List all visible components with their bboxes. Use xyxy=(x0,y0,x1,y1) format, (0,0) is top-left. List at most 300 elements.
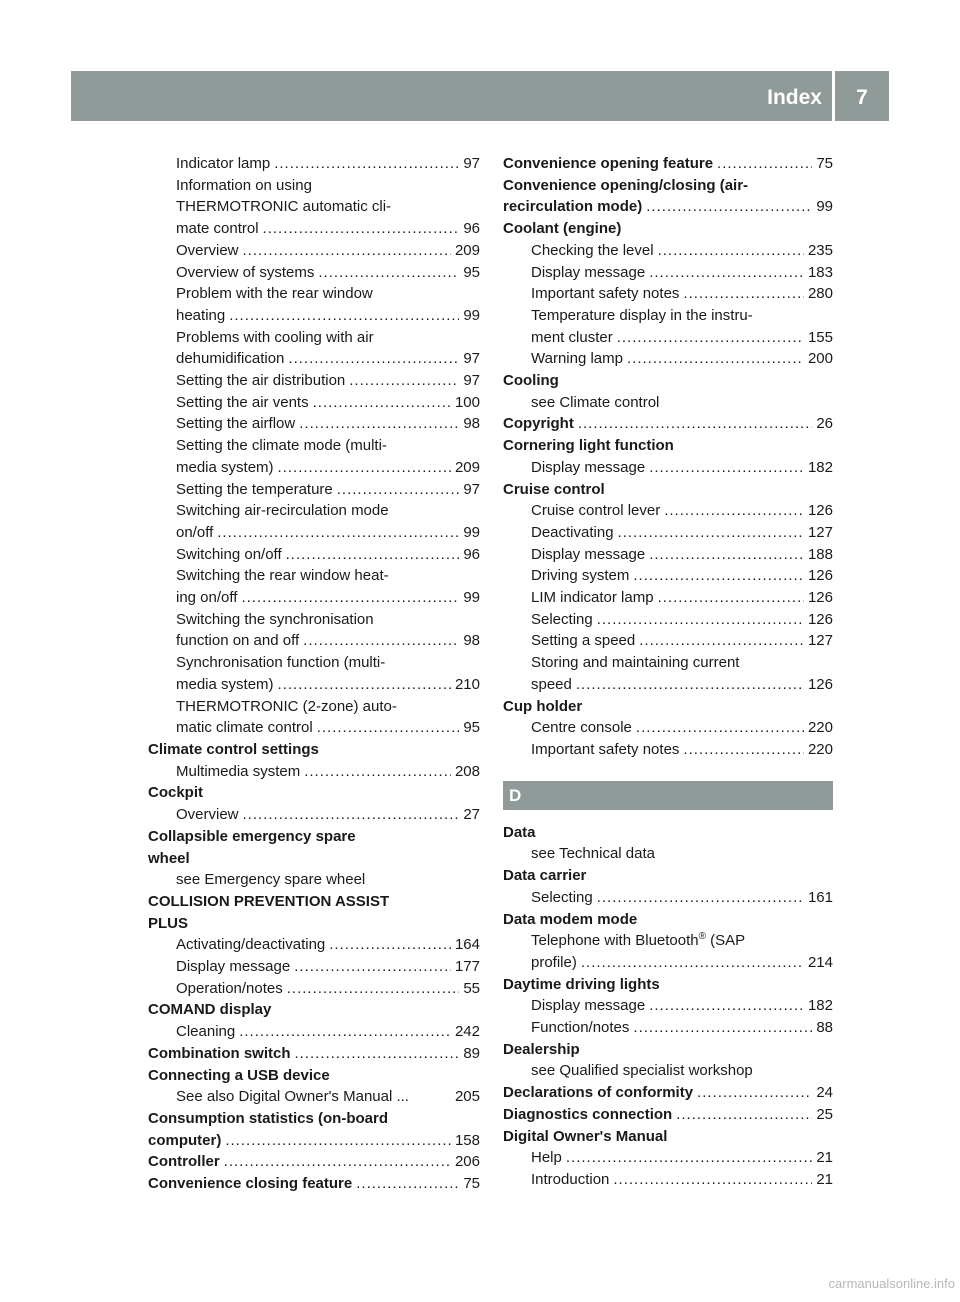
leader-dots xyxy=(288,348,459,370)
entry-text: Selecting xyxy=(531,888,593,906)
index-subentry xyxy=(148,283,480,305)
leader-dots xyxy=(349,370,459,392)
page-ref[interactable]: 155 xyxy=(807,328,833,346)
index-subentry[interactable] xyxy=(503,630,833,652)
index-entry xyxy=(148,782,480,804)
page-ref[interactable]: 98 xyxy=(463,415,480,433)
leader-dots xyxy=(263,218,460,240)
index-subentry xyxy=(148,175,480,197)
index-entry xyxy=(503,479,833,501)
page-ref[interactable]: 55 xyxy=(463,979,480,997)
index-subentry xyxy=(503,843,833,865)
entry-text: Setting the air vents xyxy=(176,393,309,411)
page-ref[interactable]: 99 xyxy=(816,198,833,216)
page-ref[interactable]: 21 xyxy=(816,1149,833,1167)
entry-text: COLLISION PREVENTION ASSIST xyxy=(148,892,390,910)
leader-dots xyxy=(617,327,804,349)
page-ref[interactable]: 183 xyxy=(807,263,833,281)
entry-text: Setting the climate mode (multi- xyxy=(176,437,387,455)
leader-dots xyxy=(243,804,460,826)
index-subentry[interactable] xyxy=(503,1017,833,1039)
leader-dots xyxy=(303,630,459,652)
index-subentry xyxy=(148,652,480,674)
page-ref[interactable]: 99 xyxy=(463,523,480,541)
entry-text: mate control xyxy=(176,220,259,238)
leader-dots xyxy=(566,1147,812,1169)
entry-text: speed xyxy=(531,675,572,693)
page-ref[interactable]: 26 xyxy=(816,415,833,433)
entry-text: profile) xyxy=(531,953,577,971)
entry-text: Introduction xyxy=(531,1170,610,1188)
entry-text: Problems with cooling with air xyxy=(176,328,374,346)
index-entry xyxy=(148,999,480,1021)
page-ref[interactable]: 242 xyxy=(454,1023,480,1041)
page-ref[interactable]: 164 xyxy=(454,936,480,954)
entry-text: Deactivating xyxy=(531,523,614,541)
entry-text: LIM indicator lamp xyxy=(531,589,654,607)
page-ref[interactable]: 100 xyxy=(454,393,480,411)
index-subentry xyxy=(503,305,833,327)
entry-text: Consumption statistics (on-board xyxy=(148,1109,388,1127)
entry-text: Display message xyxy=(531,458,646,476)
index-subentry xyxy=(148,565,480,587)
entry-text: Important safety notes xyxy=(531,285,680,303)
entry-text: PLUS xyxy=(148,914,189,932)
leader-dots xyxy=(224,1151,451,1173)
page-ref[interactable]: 188 xyxy=(807,545,833,563)
leader-dots xyxy=(313,392,451,414)
page-ref[interactable]: 205 xyxy=(454,1088,480,1106)
page-ref[interactable]: 177 xyxy=(454,958,480,976)
index-entry xyxy=(503,1039,833,1061)
index-entry xyxy=(148,739,480,761)
index-subentry[interactable] xyxy=(148,587,480,609)
entry-text: COMAND display xyxy=(148,1001,272,1019)
entry-text: Cruise control xyxy=(503,480,605,498)
entry-text: Important safety notes xyxy=(531,740,680,758)
page-ref[interactable]: 126 xyxy=(807,675,833,693)
entry-text: media system) xyxy=(176,458,274,476)
index-subentry[interactable] xyxy=(148,305,480,327)
index-subentry[interactable] xyxy=(503,348,833,370)
entry-text: on/off xyxy=(176,523,214,541)
page-ref[interactable]: 158 xyxy=(454,1131,480,1149)
page-ref[interactable]: 161 xyxy=(807,888,833,906)
index-subentry xyxy=(148,327,480,349)
page-ref[interactable]: 99 xyxy=(463,589,480,607)
page-ref[interactable]: 126 xyxy=(807,589,833,607)
leader-dots xyxy=(329,934,451,956)
page-ref[interactable]: 220 xyxy=(807,719,833,737)
leader-dots xyxy=(633,1017,812,1039)
index-subentry[interactable] xyxy=(503,995,833,1017)
index-subentry[interactable] xyxy=(503,674,833,696)
entry-text: Cockpit xyxy=(148,784,204,802)
entry-text: Switching on/off xyxy=(176,545,282,563)
index-subentry[interactable] xyxy=(148,1086,480,1108)
entry-text: Activating/deactivating xyxy=(176,936,326,954)
entry-text: dehumidification xyxy=(176,350,285,368)
index-subentry[interactable] xyxy=(148,479,480,501)
index-subentry xyxy=(148,196,480,218)
index-subentry[interactable] xyxy=(148,956,480,978)
entry-text: Convenience closing feature xyxy=(148,1175,353,1193)
index-subentry[interactable] xyxy=(148,392,480,414)
index-subentry[interactable] xyxy=(148,804,480,826)
entry-text: Centre console xyxy=(531,719,632,737)
entry-text: Problem with the rear window xyxy=(176,285,373,303)
page-ref[interactable]: 182 xyxy=(807,997,833,1015)
leader-dots xyxy=(225,1130,451,1152)
index-subentry xyxy=(148,435,480,457)
leader-dots xyxy=(241,587,459,609)
leader-dots xyxy=(356,1173,459,1195)
entry-text: Operation/notes xyxy=(176,979,283,997)
index-subentry[interactable] xyxy=(148,630,480,652)
entry-text: Convenience opening/closing (air- xyxy=(503,176,749,194)
leader-dots xyxy=(294,956,451,978)
index-subentry[interactable] xyxy=(503,1147,833,1169)
entry-text: Display message xyxy=(531,997,646,1015)
entry-text: Cooling xyxy=(503,372,559,390)
index-entry[interactable] xyxy=(503,1104,833,1126)
leader-dots xyxy=(636,717,804,739)
entry-text: Display message xyxy=(531,545,646,563)
index-subentry[interactable] xyxy=(148,522,480,544)
entry-text: Overview of systems xyxy=(176,263,315,281)
index-subentry xyxy=(148,500,480,522)
page-ref[interactable]: 208 xyxy=(454,762,480,780)
page-ref[interactable]: 209 xyxy=(454,458,480,476)
entry-text: Cornering light function xyxy=(503,437,674,455)
index-entry[interactable] xyxy=(148,1173,480,1195)
leader-dots xyxy=(613,1169,812,1191)
entry-text: Collapsible emergency spare xyxy=(148,827,356,845)
entry-text: Driving system xyxy=(531,567,630,585)
index-entry xyxy=(148,1108,480,1130)
leader-dots xyxy=(299,413,459,435)
index-subentry[interactable] xyxy=(148,717,480,739)
entry-text: Information on using xyxy=(176,176,312,194)
page-ref[interactable]: 88 xyxy=(816,1019,833,1037)
leader-dots xyxy=(658,587,804,609)
leader-dots xyxy=(649,995,804,1017)
index-entry[interactable] xyxy=(148,1151,480,1173)
page-ref[interactable]: 75 xyxy=(463,1175,480,1193)
entry-text: Declarations of conformity xyxy=(503,1084,694,1102)
leader-dots xyxy=(576,674,804,696)
leader-dots xyxy=(318,262,459,284)
page-ref[interactable]: 209 xyxy=(454,241,480,259)
index-subentry[interactable] xyxy=(148,761,480,783)
index-entry xyxy=(503,175,833,197)
index-entry xyxy=(503,1126,833,1148)
entry-text: see Climate control xyxy=(531,393,660,411)
watermark: carmanualsonline.info xyxy=(828,1276,955,1291)
entry-text: Storing and maintaining current xyxy=(531,654,740,672)
index-subentry[interactable] xyxy=(148,413,480,435)
entry-text: Controller xyxy=(148,1153,220,1171)
entry-text: Telephone with Bluetooth® (SAP xyxy=(531,931,746,950)
index-subentry[interactable] xyxy=(148,544,480,566)
index-subentry[interactable] xyxy=(503,283,833,305)
index-subentry[interactable] xyxy=(503,609,833,631)
page-ref[interactable]: 21 xyxy=(816,1170,833,1188)
index-subentry[interactable] xyxy=(148,978,480,1000)
entry-text: Dealership xyxy=(503,1040,580,1058)
index-entry[interactable] xyxy=(503,153,833,175)
entry-text: Setting the temperature xyxy=(176,480,333,498)
entry-text: Overview xyxy=(176,241,239,259)
leader-dots xyxy=(304,761,451,783)
leader-dots xyxy=(627,348,804,370)
index-entry xyxy=(148,913,480,935)
index-entry xyxy=(148,1065,480,1087)
entry-text: Selecting xyxy=(531,610,593,628)
page-ref[interactable]: 280 xyxy=(807,285,833,303)
index-subentry xyxy=(148,609,480,631)
entry-text: Temperature display in the instru- xyxy=(531,306,753,324)
entry-text: Connecting a USB device xyxy=(148,1066,330,1084)
entry-text: Setting the airflow xyxy=(176,415,296,433)
index-entry xyxy=(148,826,480,848)
page-ref[interactable]: 75 xyxy=(816,155,833,172)
leader-dots xyxy=(278,674,451,696)
leader-dots xyxy=(646,196,812,218)
index-entry[interactable] xyxy=(503,413,833,435)
index-subentry[interactable] xyxy=(503,887,833,909)
leader-dots xyxy=(274,153,459,175)
leader-dots xyxy=(658,240,804,262)
index-subentry xyxy=(503,1060,833,1082)
leader-dots xyxy=(217,522,459,544)
leader-dots xyxy=(649,544,804,566)
index-subentry xyxy=(503,930,833,952)
entry-text: Data modem mode xyxy=(503,910,638,928)
page-ref[interactable]: 127 xyxy=(807,632,833,650)
entry-text: wheel xyxy=(148,849,190,867)
index-subentry[interactable] xyxy=(503,1169,833,1191)
page-ref[interactable]: 89 xyxy=(463,1044,480,1062)
entry-text: Cruise control lever xyxy=(531,502,661,520)
index-column-left xyxy=(148,153,480,1195)
index-subentry[interactable] xyxy=(148,348,480,370)
entry-text: Checking the level xyxy=(531,241,654,259)
index-subentry xyxy=(148,696,480,718)
entry-text: Function/notes xyxy=(531,1019,630,1037)
entry-text: Overview xyxy=(176,806,239,824)
index-entry xyxy=(148,848,480,870)
entry-text: ing on/off xyxy=(176,589,238,607)
page-ref[interactable]: 96 xyxy=(463,545,480,563)
page-ref[interactable]: 214 xyxy=(807,953,833,971)
leader-dots xyxy=(683,283,804,305)
index-entry xyxy=(503,370,833,392)
index-subentry[interactable] xyxy=(148,674,480,696)
page-ref[interactable]: 97 xyxy=(463,350,480,368)
index-subentry[interactable] xyxy=(148,153,480,175)
entry-text: heating xyxy=(176,306,226,324)
leader-dots xyxy=(597,887,804,909)
index-entry[interactable] xyxy=(503,196,833,218)
index-entry xyxy=(503,909,833,931)
entry-text: see Qualified specialist workshop xyxy=(531,1062,753,1080)
index-subentry[interactable] xyxy=(503,717,833,739)
header-divider xyxy=(832,71,835,121)
index-entry[interactable] xyxy=(503,1082,833,1104)
page-title: Index xyxy=(767,86,822,109)
index-entry xyxy=(148,891,480,913)
entry-text: Switching the rear window heat- xyxy=(176,567,389,585)
entry-text: see Emergency spare wheel xyxy=(176,871,366,889)
page-ref[interactable]: 95 xyxy=(463,719,480,737)
page-ref[interactable]: 206 xyxy=(454,1153,480,1171)
index-subentry[interactable] xyxy=(503,500,833,522)
index-subentry[interactable] xyxy=(503,739,833,761)
entry-text: ment cluster xyxy=(531,328,613,346)
index-entry xyxy=(503,435,833,457)
page-ref[interactable]: 99 xyxy=(463,306,480,324)
entry-text: Multimedia system xyxy=(176,762,301,780)
leader-dots xyxy=(597,609,804,631)
page-ref[interactable]: 126 xyxy=(807,502,833,520)
entry-text: Copyright xyxy=(503,415,574,433)
leader-dots xyxy=(664,500,804,522)
entry-text: recirculation mode) xyxy=(503,198,643,216)
entry-text: Setting the air distribution xyxy=(176,372,346,390)
index-entry[interactable] xyxy=(148,1043,480,1065)
page-ref[interactable]: 98 xyxy=(463,632,480,650)
page-ref[interactable]: 95 xyxy=(463,263,480,281)
index-subentry[interactable] xyxy=(503,522,833,544)
section-header: D xyxy=(503,781,833,810)
entry-text: Convenience opening feature xyxy=(503,155,714,172)
index-subentry[interactable] xyxy=(503,565,833,587)
leader-dots xyxy=(649,262,804,284)
entry-text: THERMOTRONIC (2-zone) auto- xyxy=(176,697,397,715)
entry-text: matic climate control xyxy=(176,719,313,737)
entry-text: Warning lamp xyxy=(531,350,623,368)
index-subentry[interactable] xyxy=(503,327,833,349)
leader-dots xyxy=(295,1043,460,1065)
index-subentry[interactable] xyxy=(503,952,833,974)
page-ref[interactable]: 127 xyxy=(807,523,833,541)
index-subentry xyxy=(503,652,833,674)
entry-text: computer) xyxy=(148,1131,222,1149)
index-subentry[interactable] xyxy=(148,934,480,956)
entry-text: Display message xyxy=(176,958,291,976)
page-number: 7 xyxy=(856,86,868,109)
leader-dots xyxy=(683,739,804,761)
index-subentry[interactable] xyxy=(503,544,833,566)
entry-text: Cup holder xyxy=(503,697,583,715)
page-ref[interactable]: 24 xyxy=(816,1084,833,1102)
page-ref[interactable]: 210 xyxy=(454,675,480,693)
page-ref[interactable]: 97 xyxy=(463,155,480,172)
index-subentry[interactable] xyxy=(503,457,833,479)
leader-dots xyxy=(337,479,460,501)
entry-text: Indicator lamp xyxy=(176,155,271,172)
leader-dots xyxy=(239,1021,451,1043)
leader-dots xyxy=(578,413,812,435)
entry-text: Cleaning xyxy=(176,1023,236,1041)
index-entry xyxy=(503,865,833,887)
leader-dots xyxy=(649,457,804,479)
index-subentry[interactable] xyxy=(148,370,480,392)
index-subentry[interactable] xyxy=(148,262,480,284)
index-entry xyxy=(503,822,833,844)
index-column-right xyxy=(503,153,833,1191)
leader-dots xyxy=(581,952,804,974)
entry-text: See also Digital Owner's Manual ... xyxy=(176,1088,409,1106)
page-ref[interactable]: 126 xyxy=(807,610,833,628)
page-ref[interactable]: 200 xyxy=(807,350,833,368)
index-subentry[interactable] xyxy=(503,262,833,284)
index-subentry[interactable] xyxy=(148,1021,480,1043)
entry-text: Display message xyxy=(531,263,646,281)
index-entry[interactable] xyxy=(148,1130,480,1152)
entry-text: Data xyxy=(503,823,536,841)
leader-dots xyxy=(229,305,459,327)
entry-text: Diagnostics connection xyxy=(503,1105,673,1123)
index-subentry[interactable] xyxy=(503,587,833,609)
entry-text: see Technical data xyxy=(531,845,655,863)
page-ref[interactable]: 235 xyxy=(807,241,833,259)
page-ref[interactable]: 182 xyxy=(807,458,833,476)
page-ref[interactable]: 126 xyxy=(807,567,833,585)
page-ref[interactable]: 27 xyxy=(463,806,480,824)
index-entry xyxy=(503,218,833,240)
page-ref[interactable]: 97 xyxy=(463,372,480,390)
entry-text: Switching the synchronisation xyxy=(176,610,374,628)
entry-text: Daytime driving lights xyxy=(503,975,660,993)
entry-text: Climate control settings xyxy=(148,740,319,758)
leader-dots xyxy=(633,565,804,587)
entry-text: Help xyxy=(531,1149,562,1167)
entry-text: function on and off xyxy=(176,632,300,650)
index-subentry[interactable] xyxy=(148,457,480,479)
entry-text: THERMOTRONIC automatic cli- xyxy=(176,198,392,216)
leader-dots xyxy=(317,717,460,739)
entry-text: Coolant (engine) xyxy=(503,220,622,238)
leader-dots xyxy=(243,240,451,262)
leader-dots xyxy=(287,978,460,1000)
index-subentry xyxy=(148,869,480,891)
leader-dots xyxy=(676,1104,812,1126)
leader-dots xyxy=(618,522,804,544)
entry-text: Synchronisation function (multi- xyxy=(176,654,386,672)
page-ref[interactable]: 97 xyxy=(463,480,480,498)
index-entry xyxy=(503,974,833,996)
page-ref[interactable]: 25 xyxy=(816,1105,833,1123)
entry-text: media system) xyxy=(176,675,274,693)
entry-text: Digital Owner's Manual xyxy=(503,1127,668,1145)
entry-text: Setting a speed xyxy=(531,632,636,650)
index-subentry[interactable] xyxy=(148,218,480,240)
page-ref[interactable]: 220 xyxy=(807,740,833,758)
page-ref[interactable]: 96 xyxy=(463,220,480,238)
entry-text: Combination switch xyxy=(148,1044,291,1062)
leader-dots xyxy=(639,630,804,652)
index-subentry[interactable] xyxy=(148,240,480,262)
entry-text: Switching air-recirculation mode xyxy=(176,502,389,520)
index-subentry xyxy=(503,392,833,414)
leader-dots xyxy=(717,153,812,175)
leader-dots xyxy=(286,544,460,566)
index-subentry[interactable] xyxy=(503,240,833,262)
leader-dots xyxy=(697,1082,812,1104)
leader-dots xyxy=(278,457,451,479)
